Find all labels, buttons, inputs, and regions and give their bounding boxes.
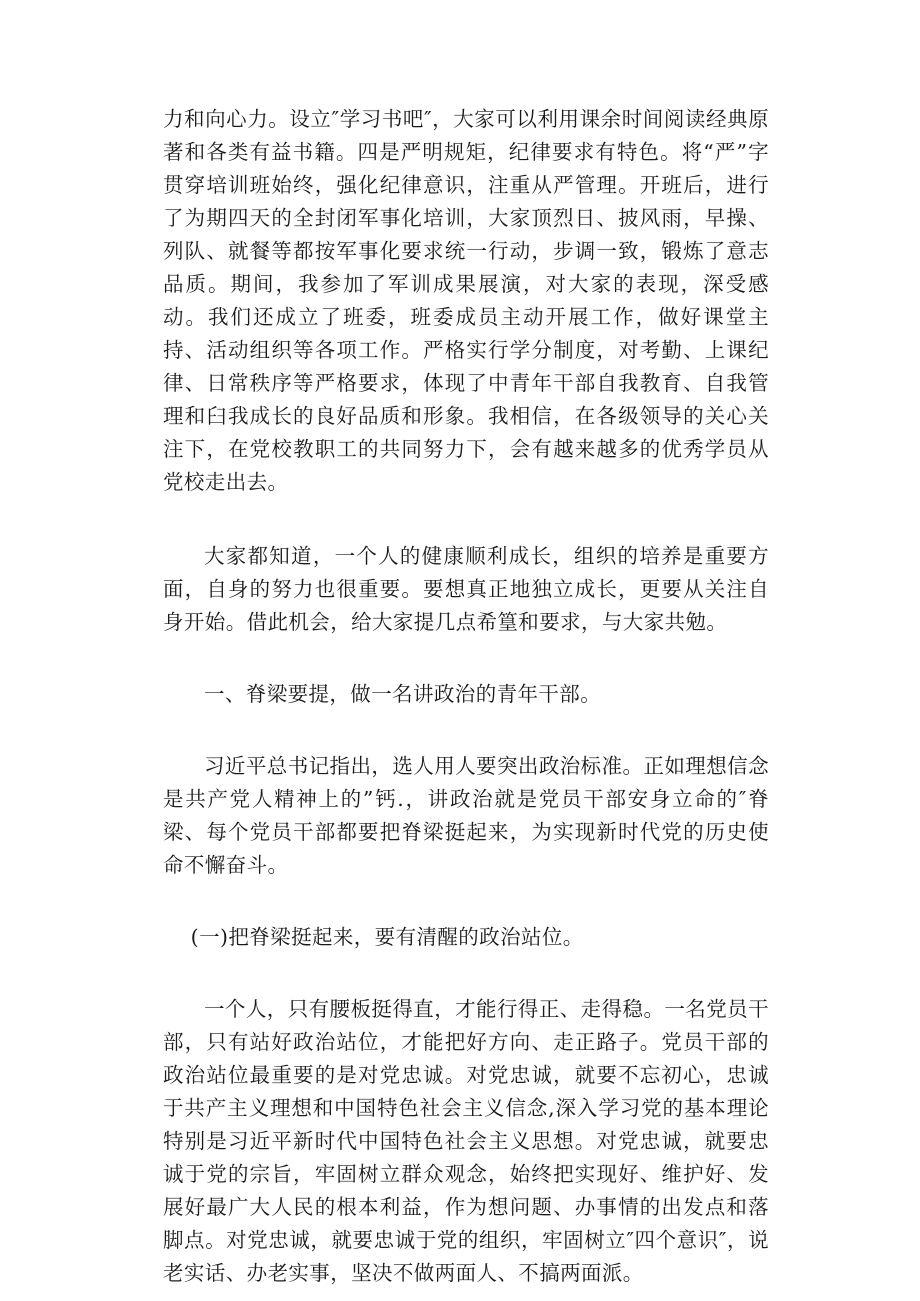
subsection-heading-1: (一)把脊梁挺起来，要有清醒的政治站位。 xyxy=(190,925,584,949)
document-page xyxy=(163,103,769,1290)
paragraph-continuation: 力和向心力。设立″学习书吧″，大家可以利用课余时间阅读经典原著和各类有益书籍。四是严明规矩，纪律要求有特色。将“严”字贯穿培训班始终，强化纪律意识，注重从严管理。开班后，进行了为期四天的全封闭军事化培训，大家顶烈日、披风雨，早操、列队、就餐等都按军事化要求统一行动，步调一致，锻炼了意志品质。期间，我参加了军训成果展演，对大家的表现，深受感动。我们还成立了班委，班委成员主动开展工作，做好课堂主持、活动组织等各项工作。严格实行学分制度，对考勤、上课纪律、日常秩序等严格要求，体现了中青年干部自我教育、自我管理和臼我成长的良好品质和形象。我相信，在各级领导的关心关注下，在党校教职工的共同努力下，会有越来越多的优秀学员从党校走出去。 xyxy=(163,107,769,494)
section-heading-1: 一、脊梁要提，做一名讲政治的青年干部。 xyxy=(204,682,602,706)
paragraph-self-growth: 大家都知道，一个人的健康顺利成长，组织的培养是重要方面，自身的努力也很重要。要想真正地独立成长，更要从关注自身开始。借此机会，给大家提几点希篁和要求，与大家共勉。 xyxy=(163,544,769,634)
paragraph-political-standard: 习近平总书记指出，选人用人要突出政治标准。正如理想信念是共产党人精神上的”钙.，讲政治就是党员干部安身立命的″脊梁、每个党员干部都要把脊梁挺起来，为实现新时代党的历史使命不懈奋斗。 xyxy=(163,754,769,877)
paragraph-loyalty: 一个人，只有腰板挺得直，才能行得正、走得稳。一名党员干部，只有站好政治站位，才能把好方向、走正路子。党员干部的政治站位最重要的是对党忠诚。对党忠诚，就要不忘初心，忠诚于共产主义理想和中国特色社会主义信念,深入学习党的基本理论特别是习近平新时代中国特色社会主义思想。对党忠诚，就要忠诚于党的宗旨，牢固树立群众观念，始终把实现好、维护好、发展好最广大人民的根本利益，作为想问题、办事情的出发点和落脚点。对党忠诚，就要忠诚于党的组织，牢固树立″四个意识″，说老实话、办老实事，坚决不做两面人、不搞两面派。 xyxy=(163,997,769,1285)
